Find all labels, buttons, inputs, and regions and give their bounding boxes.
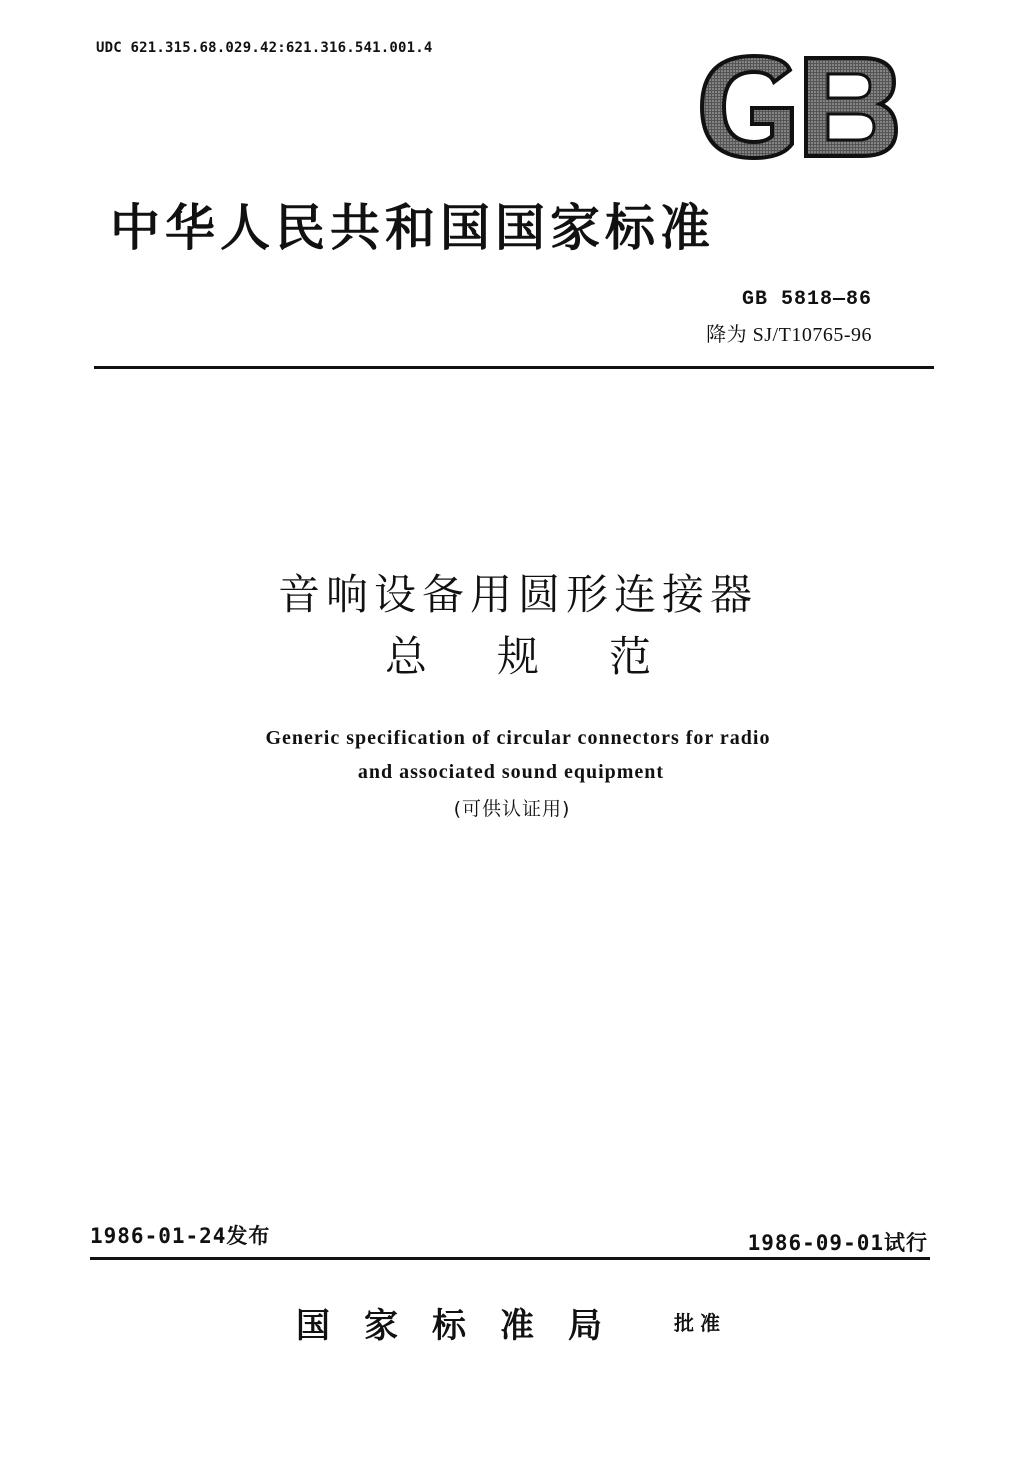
certification-note: (可供认证用) [453,798,571,820]
standard-number: GB 5818—86 [741,288,872,311]
implementation-date: 1986-09-01试行 [747,1231,928,1255]
header-divider [94,366,934,369]
national-standard-title: 中华人民共和国国家标准 [110,199,715,257]
title-english-line1: Generic specification of circular connectors for radio [265,727,771,749]
title-chinese-line2: 总规范 [384,632,721,681]
footer-divider [90,1257,930,1260]
issuing-bureau: 国家标准局 [296,1306,636,1346]
udc-code: UDC 621.315.68.029.42:621.316.541.001.4 [96,40,433,56]
standard-replaced-by: 降为 SJ/T10765-96 [706,324,872,346]
title-english-line2: and associated sound equipment [357,761,665,783]
gb-standard-logo-icon [694,52,900,162]
title-chinese-line1: 音响设备用圆形连接器 [277,570,758,619]
issue-date: 1986-01-24发布 [90,1224,271,1248]
approved-label: 批准 [674,1311,726,1335]
